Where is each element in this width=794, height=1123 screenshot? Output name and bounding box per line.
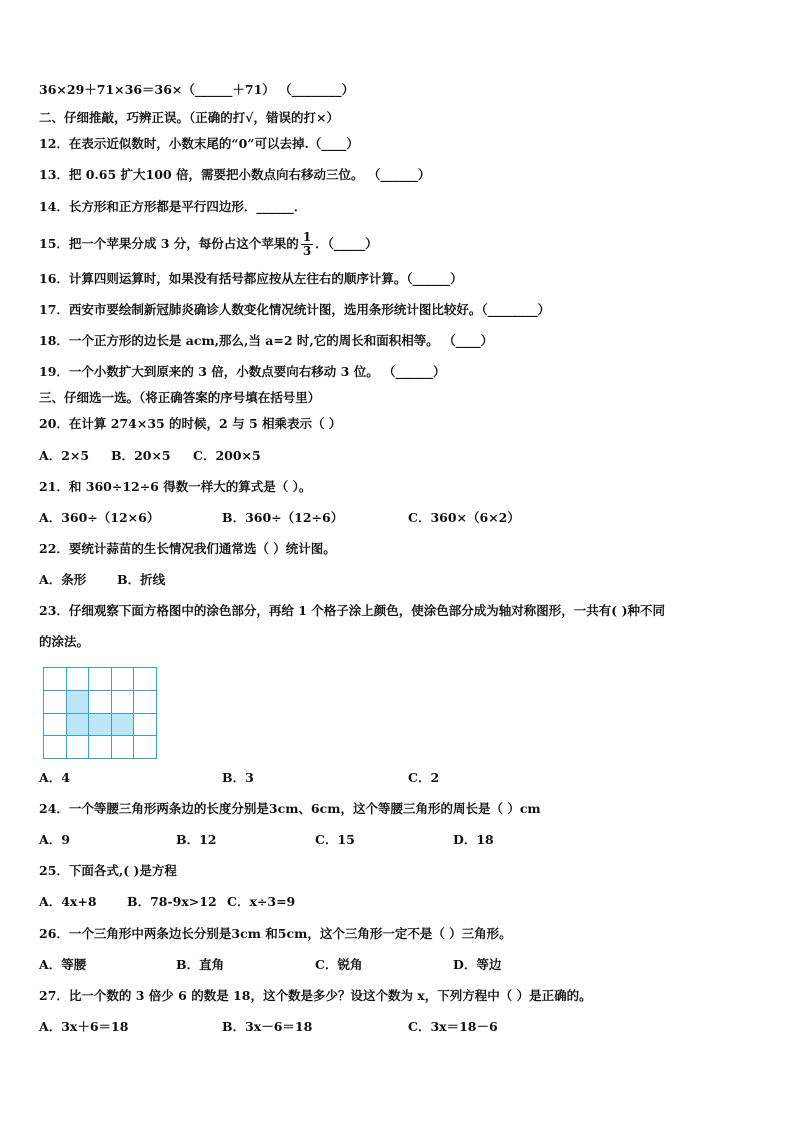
question-27: 27．比一个数的 3 倍少 6 的数是 18，这个数是多少？设这个数为 x，下列方程中（ ）是正确的。 xyxy=(39,988,592,1003)
question-19: 19．一个小数扩大到原来的 3 倍，小数点要向右移动 3 位。 （______） xyxy=(39,364,446,379)
q21-option-b: B．360÷（12÷6） xyxy=(222,510,344,525)
grid-cell xyxy=(43,713,67,737)
section-2-heading: 二、仔细推敲，巧辨正误。（正确的打√，错误的打×） xyxy=(39,110,339,125)
grid-cell xyxy=(133,667,157,691)
q21-option-a: A．360÷（12×6） xyxy=(39,510,160,525)
q23-option-a: A．4 xyxy=(39,770,70,785)
line-q11-tail: 36×29＋71×36＝36×（______＋71） （________） xyxy=(39,82,355,97)
q21-option-c: C．360×（6×2） xyxy=(408,510,520,525)
q25-option-a: A．4x+8 xyxy=(39,894,97,909)
q24-option-b: B．12 xyxy=(176,832,217,847)
question-15-text: 15．把一个苹果分成 3 分，每份占这个苹果的 xyxy=(39,236,299,251)
grid-cell-shaded xyxy=(66,690,90,714)
question-23-cont: 的涂法。 xyxy=(39,634,90,649)
q23-option-b: B．3 xyxy=(222,770,254,785)
question-15 xyxy=(39,231,378,258)
grid-cell xyxy=(88,667,112,691)
q25-option-c: C．x÷3=9 xyxy=(227,894,296,909)
q26-option-b: B．直角 xyxy=(176,957,225,972)
question-25: 25．下面各式,( )是方程 xyxy=(39,863,177,878)
question-14: 14．长方形和正方形都是平行四边形．______． xyxy=(39,199,307,214)
q26-option-d: D．等边 xyxy=(453,957,502,972)
grid-cell xyxy=(133,735,157,759)
q26-option-c: C．锐角 xyxy=(315,957,363,972)
q24-option-c: C．15 xyxy=(315,832,355,847)
grid-cell-shaded xyxy=(66,713,90,737)
question-15-answer-blank: ．（_____） xyxy=(315,236,378,251)
q24-option-a: A．9 xyxy=(39,832,70,847)
question-13: 13．把 0.65 扩大100 倍，需要把小数点向右移动三位。 （______） xyxy=(39,167,431,182)
q24-option-d: D．18 xyxy=(453,832,494,847)
grid-cell-shaded xyxy=(88,713,112,737)
grid-cell xyxy=(43,667,67,691)
q27-option-a: A．3x＋6＝18 xyxy=(39,1019,129,1034)
grid-cell xyxy=(111,690,135,714)
q22-option-a: A．条形 xyxy=(39,572,87,587)
grid-cell xyxy=(43,735,67,759)
q20-option-a: A．2×5 xyxy=(39,448,90,463)
grid-cell xyxy=(111,735,135,759)
question-22: 22．要统计蒜苗的生长情况我们通常选（ ）统计图。 xyxy=(39,541,336,556)
grid-cell xyxy=(43,690,67,714)
grid-cell xyxy=(133,713,157,737)
square-grid-figure xyxy=(43,667,156,758)
grid-cell xyxy=(66,667,90,691)
grid-cell xyxy=(111,667,135,691)
question-21: 21．和 360÷12÷6 得数一样大的算式是（ ）。 xyxy=(39,479,312,494)
question-20: 20．在计算 274×35 的时候，2 与 5 相乘表示（ ） xyxy=(39,416,342,431)
q20-option-c: C．200×5 xyxy=(193,448,261,463)
question-17: 17．西安市要绘制新冠肺炎确诊人数变化情况统计图，选用条形统计图比较好。（________） xyxy=(39,302,551,317)
grid-cell-shaded xyxy=(111,713,135,737)
section-3-heading: 三、仔细选一选。（将正确答案的序号填在括号里） xyxy=(39,390,321,405)
q23-option-c: C．2 xyxy=(408,770,440,785)
grid-cell xyxy=(66,735,90,759)
q22-option-b: B．折线 xyxy=(117,572,166,587)
grid-cell xyxy=(133,690,157,714)
question-12: 12．在表示近似数时，小数末尾的“0”可以去掉.（____） xyxy=(39,136,359,151)
q26-option-a: A．等腰 xyxy=(39,957,87,972)
question-26: 26．一个三角形中两条边长分别是3cm 和5cm，这个三角形一定不是（ ）三角形。 xyxy=(39,926,512,941)
question-23: 23．仔细观察下面方格图中的涂色部分，再给 1 个格子涂上颜色，使涂色部分成为轴对称图形，一共有( )种不同 xyxy=(39,603,665,618)
grid-cell xyxy=(88,690,112,714)
q25-option-b: B．78-9x>12 xyxy=(127,894,217,909)
q27-option-b: B．3x－6＝18 xyxy=(222,1019,313,1034)
fraction-one-third: $\frac{1}{3}$ xyxy=(302,230,312,258)
q20-option-b: B．20×5 xyxy=(111,448,171,463)
q27-option-c: C．3x＝18－6 xyxy=(408,1019,498,1034)
question-16: 16．计算四则运算时，如果没有括号都应按从左往右的顺序计算。（______） xyxy=(39,271,463,286)
grid-cell xyxy=(88,735,112,759)
question-18: 18．一个正方形的边长是 acm,那么,当 a=2 时,它的周长和面积相等。 （____） xyxy=(39,333,494,348)
question-24: 24．一个等腰三角形两条边的长度分别是3cm、6cm，这个等腰三角形的周长是（ ）cm xyxy=(39,801,541,816)
